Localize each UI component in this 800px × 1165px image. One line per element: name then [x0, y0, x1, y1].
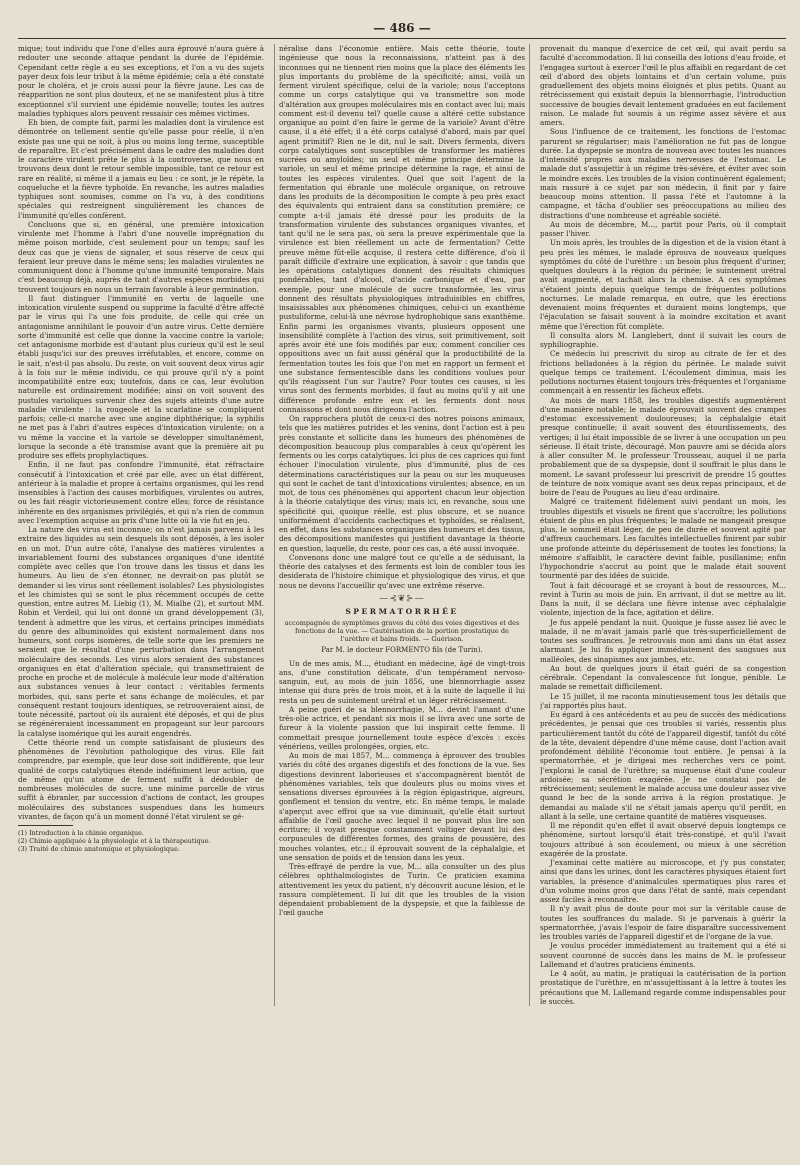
footnote: (2) Chimie appliquée à la physiologie et à la thérapeutique. — [18, 837, 211, 845]
page-header — [18, 20, 786, 39]
article-subtitle: accompagnée de symptômes graves du côté des voies digestives et des fonctions de la vue. — Cautérisation de la portion prostatique de l'urèthre et bains froids. — Guérison. — [284, 619, 520, 644]
paragraph: Il n'y avait plus de doute pour moi sur la véritable cause de toutes les souffrances du malade. Si je parvenais à guérir la spermatorrhée, j'avais l'espoir de faire disparaître successivement les troubles variés de l'appareil digestif et de l'organe de la vue. — [540, 904, 786, 941]
footnote: (1) Introduction à la chimie organique. — [18, 829, 144, 837]
paragraph: J'examinai cette matière au microscope, et j'y pus constater, ainsi que dans les urines, dont les caractères physiques étaient fort variables, la présence d'animalcules spermatiques plus rares et d'un volume moins gros que dans l'état de santé, mais cependant assez faciles à reconnaître. — [540, 858, 786, 904]
column-2 — [274, 44, 530, 1006]
paragraph: Enfin, il ne faut pas confondre l'immunité, état réfractaire consécutif à l'intoxication et créé par elle, avec un état différent, antérieur à la maladie et propre à certains organismes, qui les rend insensibles à l'action des causes morbifiques, virulentes ou autres, ou les fait réagir victorieusement contre elles; force de résistance inhérente en des organismes privilégiés, et qui n'a rien de commun avec l'exemption acquise au prix d'une lutte où la vie fut en jeu. — [18, 460, 264, 525]
paragraph: Eu égard à ces antécédents et au peu de succès des médications précédentes, je pensai que ces troubles si variés, ressentis plus particulièrement tantôt du côté de l'appareil digestif, tantôt du côté de la tête, devaient dépendre d'une même cause, dont l'action avait profondément débilité l'économie tout entière. Je pensai à la spermatorrhée, et je dirigeai mes recherches vers ce point. J'explorai le canal de l'urèthre; sa muqueuse était d'une couleur ardoisée; sa sécrétion exagérée. Je ne constatai pas de rétrécissement; seulement le malade accusa une douleur assez vive quand le bec de la sonde arriva à la région prostatique. Je demandai au malade s'il ne s'était jamais aperçu qu'il perdît, en allant à la selle, une certaine quantité de matières visqueuses. — [540, 710, 786, 821]
paragraph: Tout à fait découragé et se croyant à bout de ressources, M... revint à Turin au mois de juin. En arrivant, il dut se mettre au lit. Dans la nuit, il se déclara une fièvre intense avec céphalalgie violente, injection de la face, agitation et délire. — [540, 580, 786, 618]
paragraph: Il faut distinguer l'immunité en vertu de laquelle une intoxication virulente suspend ou supprime la faculté d'être affecté par le virus qui l'a une fois produite, de celle qui crée un antagonisme annihilant le pouvoir d'un autre virus. Cette dernière sorte d'immunité est celle que donne la vaccine contre la variole; cet antagonisme morbide est d'autant plus curieux qu'il est le seul établi jusqu'ici sur des preuves irréfutables, et encore, comme on le sait, n'est-il pas absolu. Du reste, on voit souvent deux virus agir à la fois sur le même individu, ce qui prouve qu'il n'y a point incompatibilité entre eux; toutefois, dans ce cas, leur évolution naturelle est ordinairement modifiée; ainsi on voit souvent des pustules varioliques survenir chez des sujets atteints d'une autre maladie virulente : la rougeole et la scarlatine se compliquent parfois; celle-ci marche avec une angine diphthérique; la syphilis ne met pas à l'abri d'autres espèces d'intoxication virulente; on a vu même la vaccine et la variole se développer simultanément, lorsque la seconde a été transmise avant que la première ait pu produire ses effets prophylactiques. — [18, 293, 264, 460]
paragraph: Il consulta alors M. Langlebert, dont il suivait les cours de syphiliographie. — [540, 330, 786, 349]
paragraph: Concluons que si, en général, une première intoxication virulente met l'homme à l'abri d'une nouvelle imprégnation du même poison morbide, c'est seulement pour un temps; sauf les deux cas que je viens de signaler, et sous réserve de ceux qui feraient leur preuve dans le même sens; les maladies virulentes ne communiquent donc à l'homme qu'une immunité temporaire. Mais c'est beaucoup déjà, auprès de tant d'autres espèces morbides qui trouvent toujours en nous un terrain favorable à leur germination. — [18, 219, 264, 294]
paragraph: Eh bien, de compte fait, parmi les maladies dont la virulence est démontrée on tellement sentie qu'elle passe pour réelle, il n'en existe pas une qui ne soit, à plus ou moins long terme, susceptible de reparaître. Et c'est précisément dans le cadre des maladies dont le caractère virulent prête le plus à la controverse, que nous en trouvons deux dont le retour semble impossible, tant ce retour est rare en réalité, si même il a jamais eu lieu : ce sont, je le répète, la coqueluche et la fièvre typhoïde. En revanche, les autres maladies typhiques sont soumises, comme on l'a vu, à des conditions spéciales qui restreignent singulièrement les chances de l'immunité qu'elles confèrent. — [18, 118, 264, 220]
text-columns — [18, 44, 786, 1006]
paragraph: Au mois de décembre, M..., partit pour Paris, où il comptait passer l'hiver. — [540, 219, 786, 238]
paragraph: Très-effrayé de perdre la vue, M... alla consulter un des plus célèbres ophthalmologistes de Turin. Ce praticien examina attentivement les yeux du patient, n'y découvrit aucune lésion, et le rassura complètement. Il lui dit que les troubles de la vision dépendaient probablement de la dyspepsie, et que la faiblesse de l'œil gauche — [279, 862, 525, 918]
paragraph: Ce médecin lui prescrivit du sirop au citrate de fer et des frictions belladonées à la région du périnée. Le malade suivit quelque temps ce traitement. L'écoulement diminua, mais les pollutions nocturnes étaient toujours très-fréquentes et l'organisme commençait à en ressentir les fâcheux effets. — [540, 349, 786, 396]
footnote: (3) Traité de chimie anatomique et physiologique. — [18, 845, 180, 853]
paragraph: La nature des virus est inconnue; on n'est jamais parvenu à les extraire des liquides au sein desquels ils sont déposés, à les isoler en un mot. D'un autre côté, l'analyse des matières virulentes a invariablement fourni des substances organiques d'une identité complète avec celles que l'on trouve dans les tissus et dans les humeurs. Au lieu de s'en étonner, ne devrait-on pas plutôt se demander si les virus sont réellement isolables? Les physiologistes et les chimistes qui se sont le plus récemment occupés de cette question, entre autres M. Liebig (1), M. Mialhe (2), et surtout MM. Robin et Verdeil, qui lui ont donné un grand développement (3), tendent à admettre que les virus, et certains principes immédiats du genre des albuminoïdes qui existent normalement dans nos humeurs, sont corps isomères, de telle sorte que les premiers ne seraient que le résultat d'une perturbation dans l'arrangement moléculaire des seconds. Les virus alors seraient des substances organiques en état d'altération spéciale, qui transmettraient de proche en proche et de molécule à molécule leur mode d'altération aux substances venues à leur contact : véritables ferments morbides, qui, sans perte et sans échange de molécules, et par conséquent restant toujours identiques, se retrouveraient ainsi, de toute nécessité, partout où ils auraient été déposés, et qui de plus se régénéreraient incessamment en propageant sur leur parcours la catalyse isomérique qui les aurait engendrés. — [18, 525, 264, 738]
paragraph: Sous l'influence de ce traitement, les fonctions de l'estomac parurent se régulariser; mais l'amélioration ne fut pas de longue durée. La dyspepsie se montra de nouveau avec toutes les nuances d'intensité propres aux maladies nerveuses de l'estomac. Le malade dut s'assujettir à un régime très-sévère, et éviter avec soin le moindre excès. Les troubles de la vision continuèrent également; mais rassuré à ce sujet par son médecin, il finit par y faire beaucoup moins attention. Il passa l'été et l'automne à la campagne, et tâcha d'oublier ses préoccupations au milieu des distractions d'une nombreuse et agréable société. — [540, 127, 786, 220]
paragraph: mique; tout individu que l'one d'elles aura éprouvé n'aura guère à redouter une seconde attaque pendant la durée de l'épidémie. Cependant cette règle a eu ses exceptions, et l'on a vu des sujets payer deux fois leur tribut à la même épidémie; cela a été constaté pour le choléra, et je crois aussi pour la fièvre jaune. Les cas de réapparition ne sont plus douteux, et ne se manifestent plus à titre exceptionnel s'il survient une épidémie nouvelle; toutes les autres maladies typhiques alors peuvent ressaisir ces mêmes victimes. — [18, 44, 264, 118]
paragraph: provenait du manque d'exercice de cet œil, qui avait perdu sa faculté d'accommodation. Il lui conseilla des lotions d'eau froide, et l'engagea surtout à exercer l'œil le plus affaibli en regardant de cet œil d'abord des objets lointains et d'un certain volume, puis graduellement des objets moins éloignés et plus petits. Quant au rétrécissement qui existait depuis la blennorrhagie, l'introduction successive de bougies devait lentement graduées en eut facilement raison. Le malade fut soumis à un régime assez sévère et aux amers. — [540, 44, 786, 127]
footnote-divider — [18, 825, 73, 826]
paragraph: Je voulus procéder immédiatement au traitement qui a été si souvent couronné de succès dans les mains de M. le professeur Lallemand et d'autres praticiens éminents. — [540, 941, 786, 969]
paragraph: Le 4 août, au matin, je pratiquai la cautérisation de la portion prostatique de l'urèthre, en m'assujettissant à la lettre à toutes les précautions que M. Lallemand regarde comme indispensables pour le succès. — [540, 969, 786, 1006]
article-author: Par M. le docteur FORMENTO fils (de Turin). — [321, 646, 483, 655]
paragraph: Au mois de mai 1857, M... commença à éprouver des troubles variés du côté des organes digestifs et des fonctions de la vue. Ses digestions devinrent laborieuses et s'accompagnèrent bientôt de phénomènes variables, tels que douleurs plus ou moins vives et sensations diverses éprouvées à la région épigastrique, aigreurs, gonflement et tension du ventre, etc. En même temps, le malade s'aperçut avec effroi que sa vue diminuait, qu'elle était surtout affaiblie de l'œil gauche avec lequel il ne pouvait plus lire son écriture; il voyait presque constamment voltiger devant lui des corpuscules de différentes formes, des grains de poussière, des mouches volantes, etc.; il éprouvait souvent de la céphalalgie, et une sensation de poids et de tension dans les yeux. — [279, 751, 525, 862]
article-title: SPERMATORRHÉE — [345, 607, 459, 616]
paragraph: Convenons donc une malgré tout ce qu'elle a de séduisant, la théorie des catalyses et des ferments est loin de combler tous les desiderata de l'histoire chimique et physiologique des virus, et que nous ne devons l'accueillir qu'avec une extrême réserve. — [279, 552, 525, 590]
paragraph: Un de mes amis, M..., étudiant en médecine, âgé de vingt-trois ans, d'une constitution délicate, d'un tempérament nervoso-sanguin, eut, au mois de juin 1856, une blennorrhagie assez intense qui dura près de trois mois, et à la suite de laquelle il lui resta un peu de suintement urétral et un léger rétrécissement. — [279, 658, 525, 705]
section-ornament: —⊰❦⊱— — [379, 593, 425, 604]
paragraph: Il me répondit qu'en effet il avait observé depuis longtemps ce phénomène, surtout lorsqu'il était très-constipé, et qu'il l'avait toujours attribué à son écoulement, ou mieux à une sécrétion exagérée de la prostate. — [540, 821, 786, 858]
page-number: — 486 — — [373, 21, 431, 35]
footnotes — [18, 829, 264, 853]
paragraph: Au mois de mars 1858, les troubles digestifs augmentèrent d'une manière notable; le malade éprouvait souvent des crampes d'estomac excessivement douloureuses; la céphalalgie était presque continuelle; il avait souvent des étourdissements, des vertiges; il lui était impossible de se livrer à une occupation un peu sérieuse. Il était triste, découragé. Mon pauvre ami se décida alors à aller consulter M. le professeur Trousseau, auquel il ne parla probablement que de sa dyspepsie, dont il souffrait le plus dans le moment. Le savant professeur lui prescrivit de prendre 15 gouttes de teinture de noix vomique avant ses deux repas principaux, et de boire de l'eau de Pougues au lieu d'eau ordinaire. — [540, 395, 786, 497]
paragraph: Le 15 juillet, il me raconta minutieusement tous les détails que j'ai rapportés plus haut. — [540, 691, 786, 710]
paragraph: A peine guéri de sa blennorrhagie, M... devint l'amant d'une très-olie actrice, et pendant six mois il se livra avec une sorte de fureur à la violente passion que lui inspirait cette femme. Il commettait presque journellement toute espèce d'excès : excès vénériens, veilles prolongées, orgies, etc. — [279, 704, 525, 751]
paragraph: Un mois après, les troubles de la digestion et de la vision étant à peu près les mêmes, le malade éprouva de nouveaux quelques symptômes du côté de l'urèthre : un besoin plus fréquent d'uriner, quelques douleurs à la région du périnée; le suintement urétral avait augmenté, et tachait alors la chemise. A ces symptômes s'étaient joints depuis quelque temps de fréquentes pollutions nocturnes. Le malade remarqua, en outre, que les érections devenaient moins fréquentes et duraient moins longtemps, que l'éjaculation se faisait souvent à la moindre excitation et avant même que l'érection fût complète. — [540, 238, 786, 331]
paragraph: Au bout de quelques jours il était guéri de sa congestion cérébrale. Cependant la convalescence fut longue, pénible. Le malade se remettait difficilement. — [540, 663, 786, 692]
paragraph: néralise dans l'économie entière. Mais cette théorie, toute ingénieuse que nous la reconnaissions, n'atteint pas à des inconnues qui ne tiennent rien moins que la place des éléments les plus importants du problème de la spécificité; ainsi, voilà un ferment virulent spécifique, celui de la variole; nous l'acceptons comme un corps catalytique qui va transmettre son mode d'altération aux groupes moléculaires mis en contact avec lui; mais comment est-il devenu tel? quelle cause a altéré cette substance organique au point d'en faire le germe de la variole? Avant d'être cause, il a été effet; il a été corps catalysé d'abord, mais par quel agent primitif? Rien ne le dit, nul le sait. Divers ferments, divers corps catalytiques sont susceptibles de transformer les matières sucrées ou amyloïdes; un seul et même principe détermine la variole, un seul et même principe détermine la rage, et ainsi de toutes les espèces virulentes. Quel que soit l'agent de la fermentation qui ébranle une molécule organique, on retrouve dans les produits de la décomposition le compte à peu près exact des équivalents qui entraient dans sa constitution première; ce compte a-t-il jamais été dressé pour les produits de la transformation virulente des substances organiques vivantes, et tant qu'il ne le sera pas, où sera la preuve expérimentale que la virulence est bien réellement un acte de fermentation? Cette preuve même fût-elle acquise, il restera cette différence, d'où il paraît difficile d'extraire une explication, à savoir : que tandis que les opérations catalytiques donnent des résultats chimiques pondérables, tant d'alcool, d'acide carbonique et d'eau, par exemple, pour une molécule de sucre transformée, les virus donnent des résultats physiologiques intraduisibles en chiffres, insaisissables aux phénomènes chimiques, celui-ci un exanthème pustuliforme, celui-là une névrose hydrophobique sans exanthème. Enfin parmi les organismes vivants, plusieurs opposent une insensibilité complète à l'action des virus, soit primitivement, soit après avoir été une fois modifiés par eux; comment concilier ces oppositions avec un fait aussi général que la productibilité de la fermentation toutes les fois que l'on met en rapport un ferment et une substance fermentescible dans les conditions voulues pour qu'ils réagissent l'un sur l'autre? Pour toutes ces causes, si les virus sont des ferments morbides, il faut au moins qu'il y ait une différence profonde entre eux et les ferments dont nous connaissons et dont nous dirigeons l'action. — [279, 44, 525, 414]
column-3 — [540, 44, 786, 1006]
column-1 — [18, 44, 264, 1006]
paragraph: Je fus appelé pendant la nuit. Quoique je fusse assez lié avec le malade, il ne m'avait jamais parlé que très-superficiellement de toutes ses souffrances. Je retrouvais mon ami dans un état assez alarmant. Je lui fis appliquer immédiatement des sangsues aux malléoles, des sinapismes aux jambes, etc. — [540, 617, 786, 664]
paragraph: Malgré ce traitement fidèlement suivi pendant un mois, les troubles digestifs et visuels ne firent que s'accroître; les pollutions étaient de plus en plus fréquentes; le malade ne mangeait presque plus, le sommeil était léger, de peu de durée et souvent agité par d'affreux cauchemars. Les facultés intellectuelles finirent par subir une profonde atteinte du dépérissement de toutes les fonctions; la mémoire s'affaiblit, le caractère devint faible, pusillanime; enfin l'hypochondrie s'accrut au point que le malade était souvent tourmenté par des idées de suicide. — [540, 497, 786, 581]
paragraph: Cette théorie rend un compte satisfaisant de plusieurs des phénomènes de l'évolution pathologique des virus. Elle fait comprendre, par exemple, que leur dose soit indifférente, que leur qualité de corps catalytiques étende indéfiniment leur action, que de même qu'un atome de ferment suffit à dédoubler de nombreuses molécules de sucre, une minime parcelle de virus suffit à ébranler, par succession d'actions de contact, les groupes moléculaires des substances suspendues dans les humeurs vivantes, de façon qu'à un moment donné l'état virulent se gé- — [18, 737, 264, 821]
paragraph: On rapprochera plutôt de ceux-ci des notres poisons animaux, tels que les matières putrides et les venins, dont l'action est à peu près constante et sollicite dans les humeurs des phénomènes de décomposition beaucoup plus comparables à ceux qu'opèrent les ferments ou les corps catalytiques. Ici plus de ces caprices qui font échouer l'inoculation virulente, plus d'immunité, plus de ces déterminations caractéristiques sur la peau ou sur les muqueuses qui sont le cachet de tant d'intoxications virulentes; absence, en un mot, de tous ces phénomènes qui apportent chacun leur objection à la théorie catalytique des virus; mais ici, en revanche, sous une spécificité qui, quoique réelle, est plus obscure, et se nuance uniformément d'accidents cachectiques et typhoïdes, se réalisent, en effet, dans les substances organiques des humeurs et des tissus, des décompositions manifestes qui justifient davantage la théorie en question, laquelle, du reste, pour ces cas, a été aussi invoquée. — [279, 414, 525, 553]
